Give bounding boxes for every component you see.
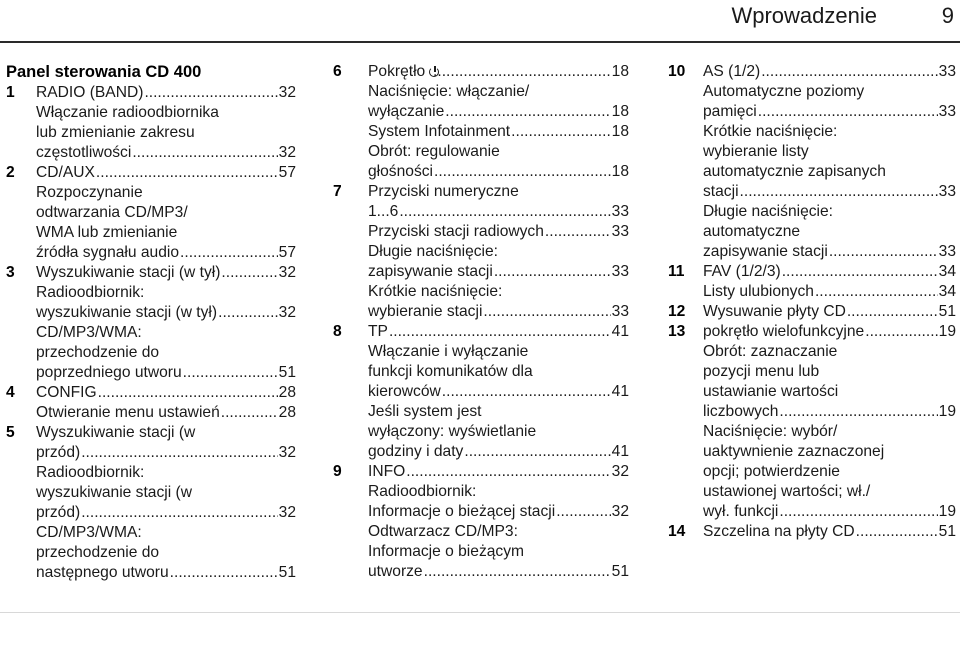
page-ref: 28 bbox=[278, 384, 296, 401]
entry-text: wybieranie listy bbox=[703, 143, 809, 160]
chapter-title: Wprowadzenie bbox=[731, 3, 877, 28]
entry-text: Krótkie naciśnięcie: bbox=[703, 123, 838, 140]
entry-text: Wyszukiwanie stacji (w bbox=[36, 424, 196, 441]
entry-text: przechodzenie do bbox=[36, 344, 160, 361]
entry-text: Szczelina na płyty CD bbox=[703, 523, 855, 540]
entry-line bbox=[368, 422, 629, 442]
leader-dots bbox=[434, 162, 611, 182]
index-entry bbox=[6, 263, 296, 383]
entry-line bbox=[368, 502, 629, 522]
column-1 bbox=[6, 62, 296, 583]
leader-dots bbox=[761, 62, 937, 82]
entry-line bbox=[368, 162, 629, 182]
entry-line bbox=[703, 62, 956, 82]
entry-text: przód) bbox=[36, 504, 81, 521]
entry-text: wybieranie stacji bbox=[368, 303, 483, 320]
page-ref: 32 bbox=[278, 264, 296, 281]
leader-dots bbox=[815, 282, 938, 302]
page-ref: 33 bbox=[938, 63, 956, 80]
entry-text: CD/AUX bbox=[36, 164, 95, 181]
entry-text: Przyciski stacji radiowych bbox=[368, 223, 544, 240]
entry-text: Listy ulubionych bbox=[703, 283, 814, 300]
index-entry bbox=[6, 423, 296, 583]
leader-dots bbox=[442, 382, 611, 402]
entry-text: zapisywanie stacji bbox=[368, 263, 493, 280]
entry-line bbox=[36, 303, 296, 323]
index-entry bbox=[668, 322, 956, 522]
entry-text: poprzedniego utworu bbox=[36, 364, 182, 381]
entry-line bbox=[703, 222, 956, 242]
section-title: Panel sterowania CD 400 bbox=[6, 63, 202, 81]
entry-text: AS (1/2) bbox=[703, 63, 761, 80]
index-entry bbox=[668, 262, 956, 302]
entry-text: System Infotainment bbox=[368, 123, 511, 140]
entry-text: Radioodbiornik: bbox=[36, 464, 145, 481]
page-ref: 18 bbox=[611, 163, 629, 180]
entry-line bbox=[703, 462, 956, 482]
leader-dots bbox=[856, 522, 938, 542]
entry-text: Obrót: regulowanie bbox=[368, 143, 500, 160]
entry-text: ustawionej wartości; wł./ bbox=[703, 483, 871, 500]
leader-dots bbox=[758, 102, 938, 122]
entry-text: CD/MP3/WMA: bbox=[36, 524, 142, 541]
entry-line bbox=[36, 543, 296, 563]
page-ref: 19 bbox=[938, 403, 956, 420]
leader-dots bbox=[183, 363, 278, 383]
entry-number: 9 bbox=[333, 463, 342, 480]
leader-dots bbox=[847, 302, 938, 322]
entry-line bbox=[36, 423, 296, 443]
entry-text: FAV (1/2/3) bbox=[703, 263, 781, 280]
entry-line bbox=[703, 422, 956, 442]
page-ref: 51 bbox=[611, 563, 629, 580]
index-entry bbox=[333, 182, 629, 322]
entry-text: funkcji komunikatów dla bbox=[368, 363, 533, 380]
page-ref: 57 bbox=[278, 164, 296, 181]
entry-line bbox=[703, 202, 956, 222]
leader-dots bbox=[779, 402, 937, 422]
leader-dots bbox=[389, 322, 611, 342]
page-ref: 32 bbox=[278, 504, 296, 521]
leader-dots bbox=[445, 102, 610, 122]
entry-number: 7 bbox=[333, 183, 342, 200]
entry-line bbox=[36, 183, 296, 203]
power-icon bbox=[429, 66, 432, 77]
entry-text: ustawianie wartości bbox=[703, 383, 839, 400]
index-entry bbox=[333, 322, 629, 462]
entry-line bbox=[36, 163, 296, 183]
entry-number: 13 bbox=[668, 323, 686, 340]
entry-text: pokrętło wielofunkcyjne bbox=[703, 323, 865, 340]
page-ref: 18 bbox=[611, 123, 629, 140]
page-ref: 33 bbox=[938, 183, 956, 200]
page-ref: 57 bbox=[278, 244, 296, 261]
entry-line bbox=[703, 522, 956, 542]
page-ref: 28 bbox=[278, 404, 296, 421]
index-entry bbox=[6, 83, 296, 163]
entry-text: częstotliwości bbox=[36, 144, 132, 161]
entry-line bbox=[368, 382, 629, 402]
column-2 bbox=[333, 62, 629, 582]
page-ref: 33 bbox=[938, 243, 956, 260]
leader-dots bbox=[132, 143, 277, 163]
entry-text: INFO bbox=[368, 463, 406, 480]
entry-text: Krótkie naciśnięcie: bbox=[368, 283, 503, 300]
page-ref: 41 bbox=[611, 443, 629, 460]
page-ref: 19 bbox=[938, 323, 956, 340]
entry-text: CD/MP3/WMA: bbox=[36, 324, 142, 341]
entry-text: źródła sygnału audio bbox=[36, 244, 180, 261]
entry-line bbox=[36, 283, 296, 303]
entry-line bbox=[368, 542, 629, 562]
page-ref: 41 bbox=[611, 323, 629, 340]
entry-text: Obrót: zaznaczanie bbox=[703, 343, 838, 360]
page-header bbox=[0, 0, 960, 44]
page-ref: 51 bbox=[278, 364, 296, 381]
entry-text: stacji bbox=[703, 183, 739, 200]
entry-number: 11 bbox=[668, 263, 685, 280]
entry-number: 2 bbox=[6, 164, 15, 181]
entry-line bbox=[368, 362, 629, 382]
bottom-divider bbox=[0, 612, 960, 613]
entry-text: przód) bbox=[36, 444, 81, 461]
entry-line bbox=[368, 182, 629, 202]
entry-text: kierowców bbox=[368, 383, 441, 400]
entry-line bbox=[368, 262, 629, 282]
entry-line bbox=[368, 62, 629, 82]
entry-text: Wyszukiwanie stacji (w tył) bbox=[36, 264, 221, 281]
leader-dots bbox=[511, 122, 610, 142]
entry-text: wyszukiwanie stacji (w tył) bbox=[36, 304, 218, 321]
entry-number: 12 bbox=[668, 303, 686, 320]
entry-text: Włączanie radioodbiornika bbox=[36, 104, 219, 121]
entry-text: głośności bbox=[368, 163, 434, 180]
column-3 bbox=[668, 62, 956, 542]
page-ref: 34 bbox=[938, 263, 956, 280]
page-ref: 32 bbox=[611, 463, 629, 480]
entry-line bbox=[36, 103, 296, 123]
entry-text: następnego utworu bbox=[36, 564, 169, 581]
entry-line bbox=[36, 503, 296, 523]
leader-dots bbox=[494, 262, 611, 282]
leader-dots bbox=[170, 563, 278, 583]
entry-text: wyłączanie bbox=[368, 103, 445, 120]
entry-text: lub zmienianie zakresu bbox=[36, 124, 195, 141]
entry-number: 10 bbox=[668, 63, 686, 80]
entry-line bbox=[368, 462, 629, 482]
entry-text: Długie naciśnięcie: bbox=[703, 203, 834, 220]
entry-text: liczbowych bbox=[703, 403, 779, 420]
page-ref: 18 bbox=[611, 63, 629, 80]
leader-dots bbox=[545, 222, 611, 242]
entry-line bbox=[703, 282, 956, 302]
leader-dots bbox=[779, 502, 937, 522]
entry-text: godziny i daty bbox=[368, 443, 464, 460]
entry-text: opcji; potwierdzenie bbox=[703, 463, 840, 480]
entry-line bbox=[36, 143, 296, 163]
entry-line bbox=[368, 562, 629, 582]
page-ref: 32 bbox=[278, 84, 296, 101]
entry-text: pozycji menu lub bbox=[703, 363, 820, 380]
leader-dots bbox=[865, 322, 937, 342]
page-ref: 51 bbox=[938, 523, 956, 540]
entry-text: Długie naciśnięcie: bbox=[368, 243, 499, 260]
entry-text: Wysuwanie płyty CD bbox=[703, 303, 846, 320]
index-entry bbox=[668, 302, 956, 322]
leader-dots bbox=[221, 263, 277, 283]
entry-line bbox=[368, 322, 629, 342]
entry-line bbox=[703, 102, 956, 122]
page-ref: 32 bbox=[278, 304, 296, 321]
entry-line bbox=[36, 263, 296, 283]
entry-line bbox=[36, 463, 296, 483]
entry-text: wył. funkcji bbox=[703, 503, 779, 520]
entry-line bbox=[703, 322, 956, 342]
entry-number: 8 bbox=[333, 323, 342, 340]
entry-text: Automatyczne poziomy bbox=[703, 83, 865, 100]
page-ref: 33 bbox=[611, 263, 629, 280]
entry-line bbox=[703, 242, 956, 262]
entry-text: Jeśli system jest bbox=[368, 403, 482, 420]
entry-text: RADIO (BAND) bbox=[36, 84, 144, 101]
leader-dots bbox=[218, 303, 278, 323]
entry-number: 4 bbox=[6, 384, 15, 401]
entry-line bbox=[36, 323, 296, 343]
leader-dots bbox=[96, 163, 278, 183]
entry-text: automatyczne bbox=[703, 223, 801, 240]
entry-text: Rozpoczynanie bbox=[36, 184, 143, 201]
entry-text: TP bbox=[368, 323, 388, 340]
index-entry bbox=[668, 62, 956, 262]
entry-line bbox=[703, 362, 956, 382]
leader-dots bbox=[406, 462, 610, 482]
index-entry bbox=[333, 62, 629, 182]
entry-text: Radioodbiornik: bbox=[368, 483, 477, 500]
page-ref: 33 bbox=[611, 303, 629, 320]
entry-line bbox=[368, 282, 629, 302]
entry-text: 1...6 bbox=[368, 203, 399, 220]
entry-line bbox=[36, 523, 296, 543]
entry-text: Pokrętło bbox=[368, 63, 426, 80]
index-entry bbox=[6, 383, 296, 423]
entry-line bbox=[368, 202, 629, 222]
entry-line bbox=[368, 82, 629, 102]
page-ref: 51 bbox=[938, 303, 956, 320]
index-entry bbox=[333, 462, 629, 582]
entry-line bbox=[36, 483, 296, 503]
entry-line bbox=[368, 522, 629, 542]
leader-dots bbox=[740, 182, 938, 202]
index-entry bbox=[668, 522, 956, 542]
entry-line bbox=[703, 182, 956, 202]
entry-text: Przyciski numeryczne bbox=[368, 183, 519, 200]
leader-dots bbox=[464, 442, 610, 462]
entry-text: Naciśnięcie: wybór/ bbox=[703, 423, 838, 440]
leader-dots bbox=[556, 502, 610, 522]
page-ref: 51 bbox=[278, 564, 296, 581]
leader-dots bbox=[829, 242, 938, 262]
entry-line bbox=[368, 242, 629, 262]
header-divider bbox=[0, 41, 960, 43]
entry-line bbox=[36, 223, 296, 243]
entry-text: uaktywnienie zaznaczonej bbox=[703, 443, 885, 460]
leader-dots bbox=[180, 243, 278, 263]
entry-line bbox=[36, 83, 296, 103]
entry-number: 3 bbox=[6, 264, 15, 281]
page-ref: 33 bbox=[938, 103, 956, 120]
entry-line bbox=[368, 302, 629, 322]
leader-dots bbox=[433, 62, 611, 82]
entry-line bbox=[703, 302, 956, 322]
entry-line bbox=[703, 382, 956, 402]
page-ref: 32 bbox=[278, 144, 296, 161]
entry-line bbox=[36, 383, 296, 403]
leader-dots bbox=[221, 403, 278, 423]
entry-text: pamięci bbox=[703, 103, 757, 120]
entry-line bbox=[703, 142, 956, 162]
entry-line bbox=[368, 482, 629, 502]
entry-line bbox=[36, 123, 296, 143]
entry-line bbox=[703, 442, 956, 462]
leader-dots bbox=[782, 262, 938, 282]
page-ref: 18 bbox=[611, 103, 629, 120]
leader-dots bbox=[483, 302, 610, 322]
entry-number: 6 bbox=[333, 63, 342, 80]
entry-text: Naciśnięcie: włączanie/ bbox=[368, 83, 530, 100]
entry-number: 5 bbox=[6, 424, 15, 441]
entry-text: Otwieranie menu ustawień bbox=[36, 404, 220, 421]
page-ref: 33 bbox=[611, 223, 629, 240]
page-ref: 34 bbox=[938, 283, 956, 300]
page-ref: 32 bbox=[278, 444, 296, 461]
entry-text: Włączanie i wyłączanie bbox=[368, 343, 529, 360]
entry-text: przechodzenie do bbox=[36, 544, 160, 561]
page-ref: 33 bbox=[611, 203, 629, 220]
leader-dots bbox=[144, 83, 277, 103]
entry-line bbox=[36, 343, 296, 363]
entry-line bbox=[36, 243, 296, 263]
entry-text: automatycznie zapisanych bbox=[703, 163, 886, 180]
entry-text: Odtwarzacz CD/MP3: bbox=[368, 523, 518, 540]
page-ref: 41 bbox=[611, 383, 629, 400]
leader-dots bbox=[81, 443, 277, 463]
entry-number: 14 bbox=[668, 523, 686, 540]
entry-line bbox=[368, 102, 629, 122]
entry-line bbox=[703, 262, 956, 282]
index-entry bbox=[6, 163, 296, 263]
entry-line bbox=[36, 403, 296, 423]
entry-line bbox=[36, 203, 296, 223]
page-ref: 32 bbox=[611, 503, 629, 520]
entry-line bbox=[703, 122, 956, 142]
entry-text: Informacje o bieżącej stacji bbox=[368, 503, 556, 520]
leader-dots bbox=[98, 383, 278, 403]
entry-line bbox=[368, 342, 629, 362]
entry-line bbox=[368, 222, 629, 242]
page-number: 9 bbox=[941, 3, 954, 28]
page-ref: 19 bbox=[938, 503, 956, 520]
entry-line bbox=[36, 563, 296, 583]
entry-number: 1 bbox=[6, 84, 15, 101]
entry-line bbox=[703, 162, 956, 182]
entry-line bbox=[703, 402, 956, 422]
entry-text: Informacje o bieżącym bbox=[368, 543, 524, 560]
entry-text: Radioodbiornik: bbox=[36, 284, 145, 301]
entry-text: wyszukiwanie stacji (w bbox=[36, 484, 192, 501]
entry-line bbox=[368, 442, 629, 462]
entry-text: utworze bbox=[368, 563, 423, 580]
entry-line bbox=[36, 363, 296, 383]
entry-line bbox=[368, 142, 629, 162]
entry-line bbox=[703, 502, 956, 522]
entry-line bbox=[36, 443, 296, 463]
leader-dots bbox=[424, 562, 611, 582]
entry-text: odtwarzania CD/MP3/ bbox=[36, 204, 188, 221]
entry-line bbox=[703, 82, 956, 102]
entry-text: wyłączony: wyświetlanie bbox=[368, 423, 537, 440]
entry-text: WMA lub zmienianie bbox=[36, 224, 178, 241]
entry-line bbox=[703, 342, 956, 362]
entry-text: CONFIG bbox=[36, 384, 97, 401]
leader-dots bbox=[81, 503, 277, 523]
entry-line bbox=[368, 402, 629, 422]
entry-line bbox=[703, 482, 956, 502]
entry-line bbox=[368, 122, 629, 142]
entry-text: zapisywanie stacji bbox=[703, 243, 828, 260]
leader-dots bbox=[399, 202, 610, 222]
